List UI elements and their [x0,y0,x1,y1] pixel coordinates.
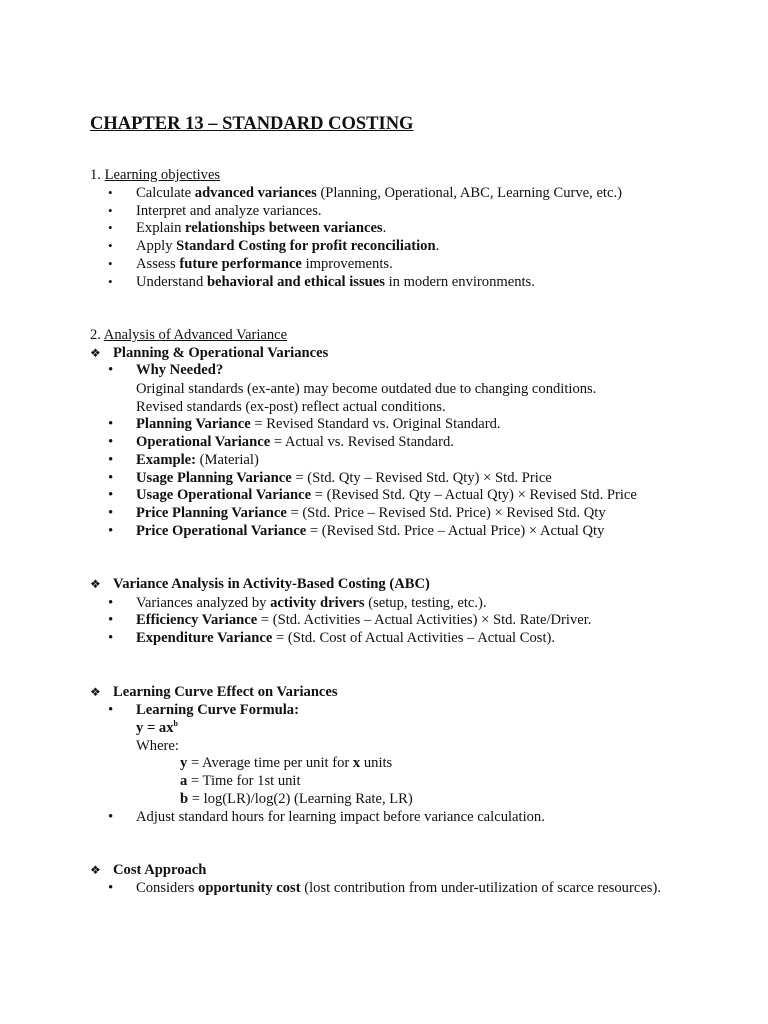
bold-text: Example: [136,452,196,468]
bold-text: Expenditure Variance [136,630,273,646]
subsection-title: Learning Curve Effect on Variances [113,684,338,700]
text: = (Revised Std. Price – Actual Price) × Actual Qty [306,523,605,539]
bold-text: Why Needed? [136,362,224,378]
bullet-icon: • [108,256,113,271]
bold-text: Usage Planning Variance [136,470,292,486]
text: = (Std. Qty – Revised Std. Qty) × Std. Price [291,470,552,486]
bold-text: Planning Variance [136,416,251,432]
text: = Actual vs. Revised Standard. [270,434,454,450]
section-1-number: 1. [90,167,101,183]
text: = Average time per unit for [187,755,353,771]
text: = Time for 1st unit [187,773,301,789]
section-1-heading [90,166,220,184]
bold-text: Price Planning Variance [136,505,287,521]
text: Revised standards (ex-post) reflect actual conditions. [136,399,446,415]
section-1-title: Learning objectives [104,167,221,183]
text: = (Std. Price – Revised Std. Price) × Revised Std. Qty [286,505,606,521]
bold-text: Learning Curve Formula: [136,702,299,718]
bullet-icon: • [108,702,114,718]
diamond-bullet-icon: ❖ [90,863,101,877]
symbol: b [180,791,189,807]
symbol: a [180,773,188,789]
bullet-icon: • [108,809,114,825]
text: (Planning, Operational, ABC, Learning Curve, etc.) [316,185,622,201]
section-2-title: Analysis of Advanced Variance [103,327,288,343]
bullet-icon: • [108,185,113,200]
bullet-icon: • [108,416,114,432]
text: = Revised Standard vs. Original Standard. [250,416,501,432]
bullet-icon: • [108,274,113,289]
text: Apply [136,238,177,254]
subsection-title: Variance Analysis in Activity-Based Costing (ABC) [113,576,430,592]
text: (Material) [196,452,259,468]
text: Understand [136,274,207,290]
bold-text: Operational Variance [136,434,271,450]
bold-text: Standard Costing for profit reconciliation [176,238,436,254]
text: = (Std. Activities – Actual Activities) × Std. Rate/Driver. [257,612,592,628]
bullet-icon: • [108,470,114,486]
subsection-title: Cost Approach [113,862,207,878]
bullet-icon: • [108,434,114,450]
text: . [435,238,440,254]
text: Considers [136,880,199,896]
text: = log(LR)/log(2) (Learning Rate, LR) [188,791,413,807]
text: . [382,220,387,236]
symbol: y [180,755,188,771]
text: (setup, testing, etc.). [364,595,487,611]
diamond-bullet-icon: ❖ [90,346,101,360]
text: Assess [136,256,180,272]
bullet-icon: • [108,505,114,521]
bold-text: advanced variances [194,185,317,201]
bullet-icon: • [108,523,114,539]
learning-curve-formula: y = ax [136,720,174,736]
text: Explain [136,220,186,236]
bold-text: activity drivers [270,595,365,611]
bullet-icon: • [108,238,113,253]
bullet-icon: • [108,595,114,611]
symbol: x [352,755,361,771]
bullet-icon: • [108,880,114,896]
diamond-bullet-icon: ❖ [90,685,101,699]
text: Original standards (ex-ante) may become outdated due to changing conditions. [136,381,597,397]
chapter-title: CHAPTER 13 – STANDARD COSTING [90,114,414,134]
text: Interpret and analyze variances. [136,203,322,219]
bullet-icon: • [108,362,114,378]
text: (lost contribution from under-utilization of scarce resources). [300,880,661,896]
bold-text: Price Operational Variance [136,523,307,539]
text: units [360,755,393,771]
text: Variances analyzed by [136,595,271,611]
text: improvements. [301,256,393,272]
text: Calculate [136,185,195,201]
bullet-icon: • [108,203,113,218]
bold-text: relationships between variances [185,220,383,236]
section-2-number: 2. [90,327,101,343]
text: = (Revised Std. Qty – Actual Qty) × Revised Std. Price [311,487,637,503]
bold-text: behavioral and ethical issues [206,274,385,290]
bold-text: future performance [179,256,302,272]
bullet-icon: • [108,220,113,235]
bold-text: Usage Operational Variance [136,487,312,503]
bold-text: opportunity cost [198,880,301,896]
text: Adjust standard hours for learning impact before variance calculation. [136,809,545,825]
bullet-icon: • [108,487,114,503]
text: Where: [136,738,179,754]
text: = (Std. Cost of Actual Activities – Actual Cost). [272,630,556,646]
bullet-icon: • [108,612,114,628]
bold-text: Efficiency Variance [136,612,258,628]
formula-exponent: b [173,719,178,728]
diamond-bullet-icon: ❖ [90,577,101,591]
section-2-heading [90,326,287,344]
bullet-icon: • [108,452,114,468]
text: in modern environments. [384,274,535,290]
subsection-title: Planning & Operational Variances [113,345,329,361]
bullet-icon: • [108,630,114,646]
